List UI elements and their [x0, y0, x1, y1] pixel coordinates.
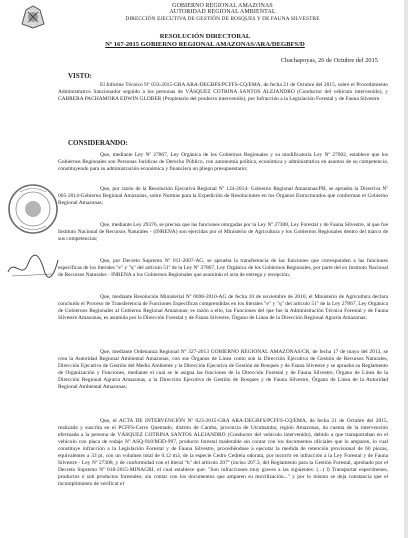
paragraph-5-text: Que, mediante Resolución Ministerial Nº 0696-2010-AG de fecha 10 de noviembre de 2010, el Ministerio de Agricultura declara concluido el Proceso de Transferencia de Funciones Específicas comprendidas en los literales "e" y "q" del artículo 51º de la Ley 27867, Ley Orgánica de Gobiernos Regionales al Gobierno Regional Amazonas; es razón a ello, las Funciones del que fue la Administración Técnica Forestal y de Fauna Silvestre Amazonas, es asumida por la Dirección Forestal y de Fauna Silvestre, Órgano de Línea de la Dirección Regional Agraria Amazonas;	[58, 294, 388, 322]
paragraph-5	[58, 294, 388, 322]
header-line-authority: AUTORIDAD REGIONAL AMBIENTAL	[169, 9, 276, 16]
paragraph-1-text: Que, mediante Ley Nº 27867, Ley Orgánica de los Gobiernos Regionales y su modificatoria Ley Nº 27902, establece que los Gobiernos Regionales son Personas Jurídicas de Derecho Público, con autonomía política, económica y administrativa en asuntos de su competencia, constituyendo para su administración económica y financiera un pliego presupuestario;	[58, 152, 388, 173]
official-seal-icon	[6, 182, 60, 236]
paragraph-2-text: Que, por razón de la Resolución Ejecutiva Regional Nº 124-2014- Gobierno Regional Amazonas/PR, se aprueba la Directiva Nº 005-2014-Gobierno Regional Amazonas, sobre Normas para la Expedición de Resoluciones en los Órganos Estructurados que conforman el Gobierno Regional Amazonas;	[58, 186, 388, 207]
signature-icon	[4, 250, 60, 282]
visto-heading: VISTO:	[68, 72, 92, 80]
visto-paragraph	[58, 82, 388, 103]
paragraph-3-text: Que, mediante Ley 29376, se precisa que las funciones otorgadas por la Ley Nº 27308, Ley Forestal y de Fauna Silvestre, al que fue Instituto Nacional de Recursos Naturales - (INRENA) son ejercidas por el Ministerio de Agricultura y los Gobiernos Regionales dentro del marco de sus competencias;	[58, 222, 388, 243]
document-header	[90, 3, 355, 22]
paragraph-7	[58, 418, 388, 488]
considerando-heading: CONSIDERANDO:	[68, 139, 128, 147]
paragraph-7-text: Que, el ACTA DE INTERVENCIÓN Nº 023-2015-GRA ARA-DEGBFS/PCFFS-CQ/EMA, de fecha 21 de Octubre del 2015, realizada y suscrita en el PCFFS-Cerro Quemado, distrito de Camba, provincia de Utcubamba, región Amazonas, da cuenta de la intervención efectuada a la persona de VÁSQUEZ COTRINA SANTOS ALEJANDRO (Conductor del vehículo intervenido), debido a que transportaban en el vehículo con placa de rodaje Nº ASQ-918/M3D-997, producto forestal maderable sin contar con los documentos oficiales que lo amparen, lo cual constituye infracción a la Legislación Forestal y de Fauna Silvestre, procediéndose a ejecutar la medida de retención provisional de 60 piezas, equivalentes a 33 pt, con un volumen total de 0.12 m3, de la especie Cedro Cedrela odorata, por incurrir en infracción a la Ley Forestal y de Fauna Silvestre - Ley Nº 27308, y de conformidad con el literal "b" del artículo 207º (inciso 207.3, del Reglamento para la Gestión Forestal, aprobado por el Decreto Supremo Nº 018-2015-MINAGRI, el cual establece que: "Son infracciones muy graves a las siguientes: (...) l) Transportar especímenes, productos o sub productos forestales; sin contar con los documentos que amparen su movilización..." y por lo mismo se deja constancia que el incumplimiento de verificar el	[58, 418, 388, 488]
regional-logo-icon	[16, 4, 50, 30]
paragraph-4	[58, 258, 388, 279]
resolution-title-block	[90, 33, 320, 49]
visto-text: El Informe Técnico Nº 033-2015-GRA ARA-DEGBFS/PCFFS-CQ/EMA, de fecha 21 de Octubre del 2015, sobre el Procedimiento Administrativo Sancionador seguido a los personas de VÁSQUEZ COTRINA SANTOS ALEJANDRO (Conductor del vehículo intervenido), y CABRERA PACHAMORA EDWIN GLOBER (Propietario del producto intervenido), por Infracción a la Legislación Forestal y de Fauna Silvestre.	[58, 82, 388, 103]
paragraph-4-text: Que, por Decreto Supremo Nº 011-2007-AG, se aprueba la transferencia de las funciones que corresponden a las funciones específicas de los literales "e" y "q" del artículo 51º de la Ley Nº 27867, Ley Orgánica de los Gobiernos Regionales, por parte del ex Instituto Nacional de Recursos Naturales - INRENA a los Gobiernos Regionales que asumirán el acta de entrega y recepción;	[58, 258, 388, 279]
scan-edge	[404, 0, 408, 538]
paragraph-6	[58, 349, 388, 391]
resolution-number: Nº 167-2015 GOBIERNO REGIONAL AMAZONAS/ARA/DEGBFS/D	[105, 41, 305, 48]
dateline: Chachapoyas, 26 de Octubre del 2015	[280, 57, 378, 64]
paragraph-1	[58, 152, 388, 173]
paragraph-3	[58, 222, 388, 243]
paragraph-2	[58, 186, 388, 207]
resolution-title: RESOLUCIÓN DIRECTORAL	[159, 33, 251, 40]
paragraph-6-text: Que, mediante Ordenanza Regional Nº 327-2013 GOBIERNO REGIONAL AMAZONAS/CR, de fecha 17 de mayo del 2013, se crea la Autoridad Regional Ambiental Amazonas, con sus Órganos de Línea como son la Dirección Ejecutiva de Gestión de Recursos Naturales, Dirección Ejecutiva de Gestión del Medio Ambiente y la Dirección Ejecutiva de Gestión de Bosques y de Fauna Silvestre y se aprueba su Reglamento de Organización y Funciones, mediante el cual se le asigna las funciones de la Dirección Forestal y de Fauna Silvestre, Órgano de Línea de la Dirección Regional Agraria Amazonas, a la Dirección Ejecutiva de Gestión de Bosques y de Fauna Silvestre, Órgano de Línea de la Autoridad Regional Ambiental Amazonas;	[58, 349, 388, 391]
header-line-directorate: DIRECCIÓN EJECUTIVA DE GESTIÓN DE BOSQUES Y DE FAUNA SILVESTRE	[125, 15, 320, 22]
header-line-government: GOBIERNO REGIONAL AMAZONAS	[172, 3, 273, 9]
